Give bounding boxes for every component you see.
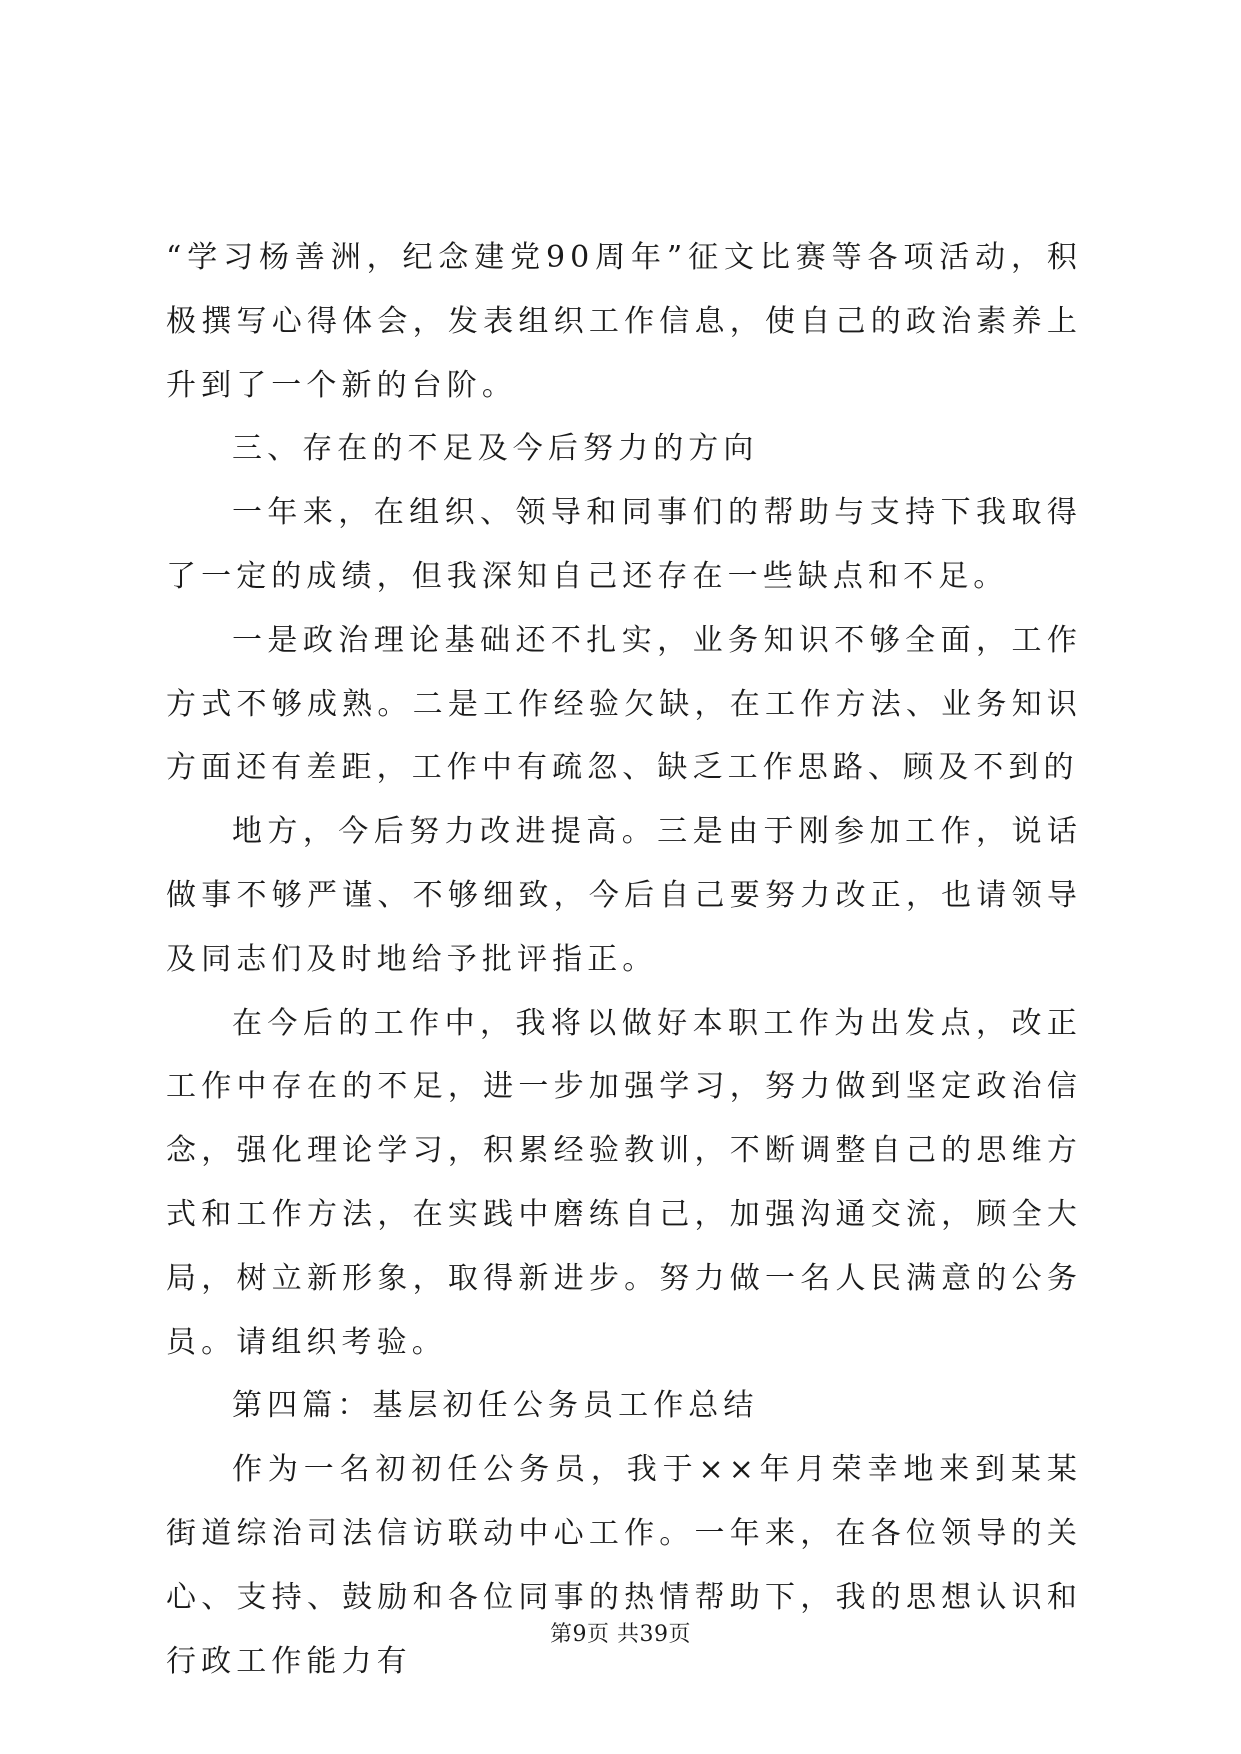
section-heading-shortcomings: 三、存在的不足及今后努力的方向 bbox=[232, 431, 759, 467]
document-body bbox=[166, 226, 1082, 1693]
paragraph: 一年来，在组织、领导和同事们的帮助与支持下我取得了一定的成绩，但我深知自己还存在一些缺点和不足。 bbox=[166, 495, 1082, 594]
paragraph-continuation: “学习杨善洲，纪念建党90周年”征文比赛等各项活动，积极撰写心得体会，发表组织工作信息，使自己的政治素养上升到了一个新的台阶。 bbox=[166, 240, 1082, 403]
paragraph: 一是政治理论基础还不扎实，业务知识不够全面，工作方式不够成熟。二是工作经验欠缺，在工作方法、业务知识方面还有差距，工作中有疏忽、缺乏工作思路、顾及不到的 bbox=[166, 622, 1082, 786]
paragraph: 在今后的工作中，我将以做好本职工作为出发点，改正工作中存在的不足，进一步加强学习，努力做到坚定政治信念，强化理论学习，积累经验教训，不断调整自己的思维方式和工作方法，在实践中磨练自己，加强沟通交流，顾全大局，树立新形象，取得新进步。努力做一名人民满意的公务员。请组织考验。 bbox=[166, 1005, 1082, 1360]
paragraph: 地方，今后努力改进提高。三是由于刚参加工作，说话做事不够严谨、不够细致，今后自己要努力改正，也请领导及同志们及时地给予批评指正。 bbox=[166, 814, 1082, 977]
page-number-footer: 第9页 共39页 bbox=[550, 1622, 691, 1647]
section-heading-part-four: 第四篇：基层初任公务员工作总结 bbox=[232, 1388, 759, 1424]
paragraph: 作为一名初初任公务员，我于××年月荣幸地来到某某街道综治司法信访联动中心工作。一年来，在各位领导的关心、支持、鼓励和各位同事的热情帮助下，我的思想认识和行政工作能力有 bbox=[166, 1452, 1082, 1679]
